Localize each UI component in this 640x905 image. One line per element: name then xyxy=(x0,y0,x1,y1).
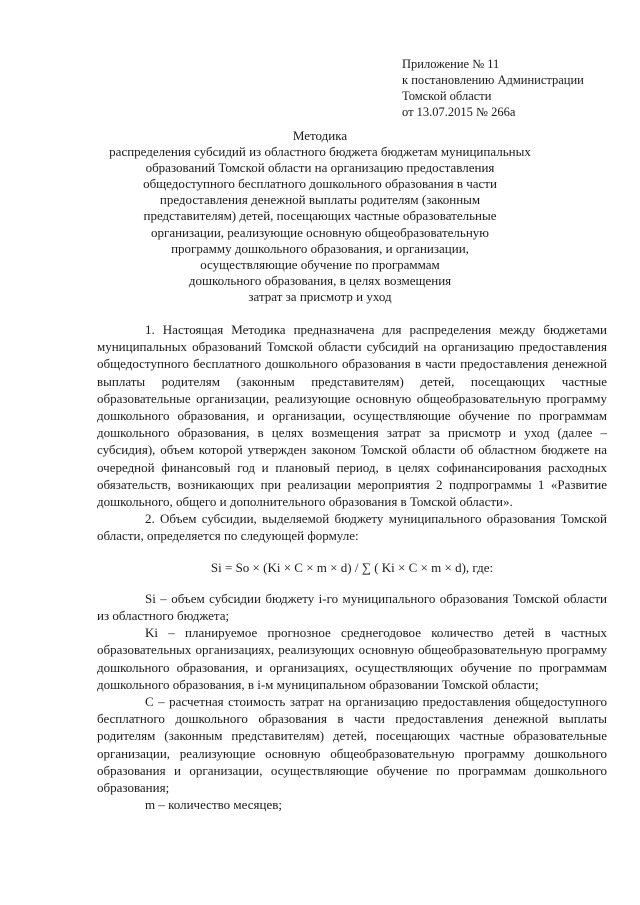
title-line: организации, реализующие основную общеобразовательную xyxy=(151,224,489,240)
document-body xyxy=(97,321,607,813)
title-line: предоставления денежной выплаты родителям (законным xyxy=(159,192,481,208)
paragraph-2: 2. Объем субсидии, выделяемой бюджету муниципального образования Томской области, определяется по следующей формуле: xyxy=(97,511,607,544)
definition-si: Si – объем субсидии бюджету i-го муниципального образования Томской области из областного бюджета; xyxy=(97,590,607,624)
appendix-decree: к постановлению Администрации xyxy=(402,73,584,87)
title-line: дошкольного образования, в целях возмещения xyxy=(188,272,452,288)
title-line: затрат за присмотр и уход xyxy=(248,288,392,304)
appendix-header xyxy=(402,56,632,120)
title-line: представителям) детей, посещающих частные образовательные xyxy=(143,208,497,224)
paragraph-1: 1. Настоящая Методика предназначена для распределения между бюджетами муниципальных образований Томской области субсидий на организацию предоставления общедоступного бесплатного дошкольного образования в части предоставления денежной выплаты родителям (законным представителям) детей, посещающих частные образовательные организации, реализующие основную общеобразовательную программу дошкольного образования, и организации, осуществляющие обучение по программам дошкольного образования, в целях возмещения затрат за присмотр и уход (далее – субсидия), объем которой утвержден законом Томской области об областном бюджете на очередной финансовый год и плановый период, в целях софинансирования расходных обязательств, возникающих при реализации мероприятия 2 подпрограммы 1 «Развитие дошкольного, общего и дополнительного образования в Томской области». xyxy=(97,322,607,510)
subsidy-formula: Si = So × (Ki × C × m × d) / ∑ ( Ki × C × m × d), где: xyxy=(210,559,494,575)
title-line: общедоступного бесплатного дошкольного образования в части xyxy=(143,176,497,192)
appendix-number: Приложение № 11 xyxy=(402,57,500,71)
title-line: программу дошкольного образования, и организации, xyxy=(171,240,469,256)
title-line: образований Томской области на организацию предоставления xyxy=(145,160,495,176)
title-line: распределения субсидий из областного бюджета бюджетам муниципальных xyxy=(109,144,531,160)
document-title xyxy=(100,128,540,305)
definition-ki: Ki – планируемое прогнозное среднегодовое количество детей в частных образовательных организациях, реализующих основную общеобразовательную программу дошкольного образования, и организациях, осуществляющих обучение по программам дошкольного образования, в i-м муниципальном образовании Томской области; xyxy=(97,625,607,692)
appendix-date: от 13.07.2015 № 266а xyxy=(402,105,516,119)
title-line: осуществляющие обучение по программам xyxy=(200,256,440,272)
title-line: Методика xyxy=(292,128,348,143)
definition-c: С – расчетная стоимость затрат на организацию предоставления общедоступного бесплатного дошкольного образования в части предоставления денежной выплаты родителям (законным представителям) детей, посещающих частные образовательные организации, реализующие основную общеобразовательную программу дошкольного образования и организации, осуществляющие обучение по программам дошкольного образования; xyxy=(97,694,607,796)
appendix-region: Томской области xyxy=(402,89,492,103)
definition-m: m – количество месяцев; xyxy=(145,797,282,813)
